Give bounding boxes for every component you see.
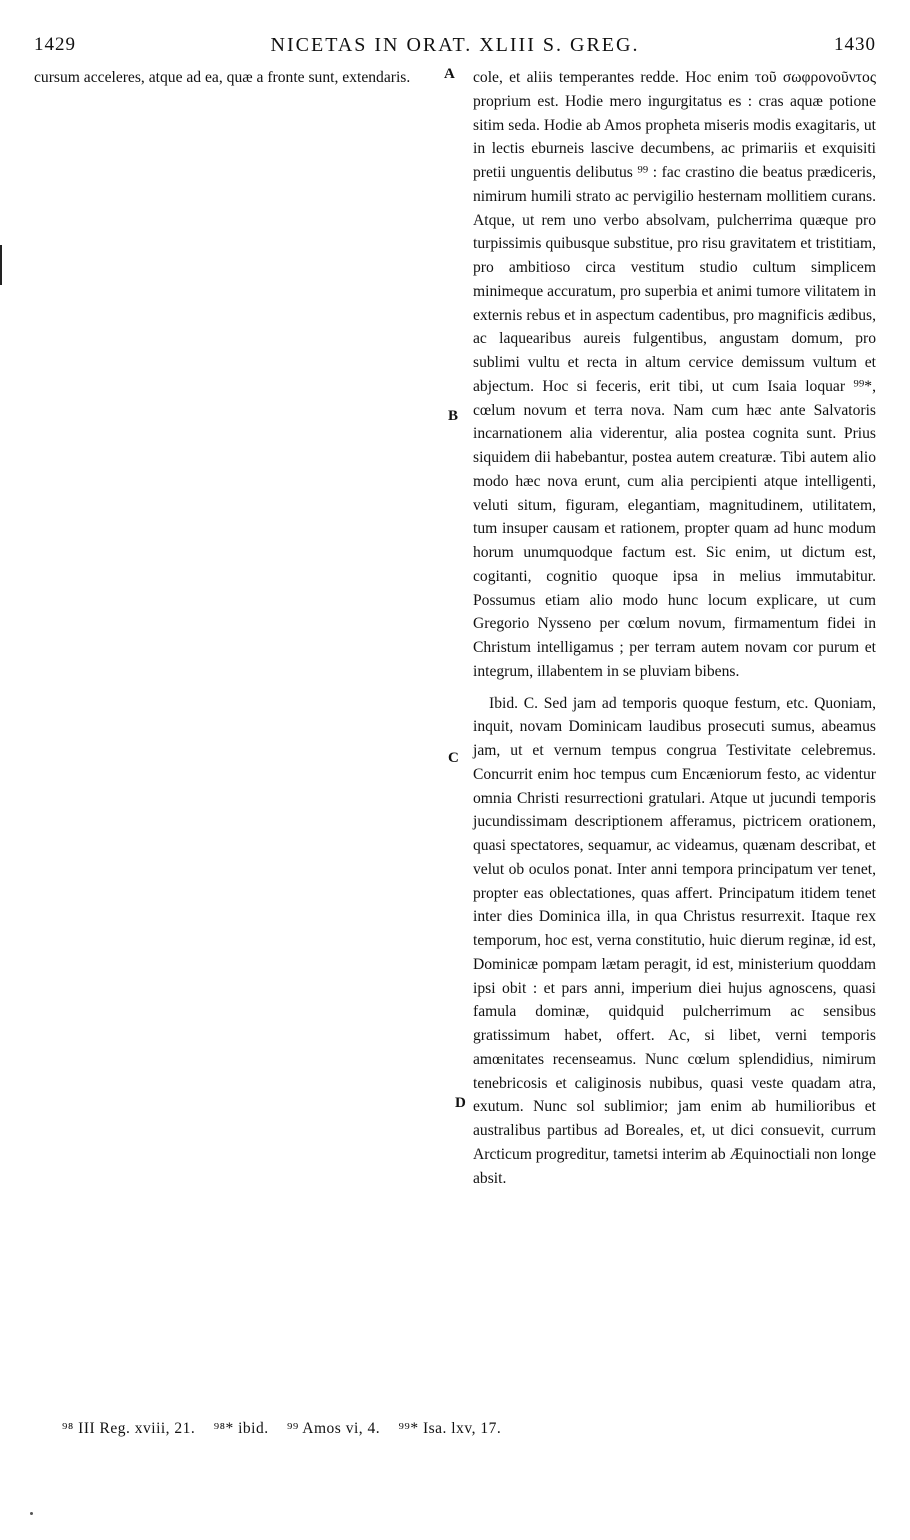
footnotes: [62, 1420, 515, 1438]
scan-speck: [30, 1512, 33, 1515]
running-header: [34, 34, 876, 64]
running-title: NICETAS IN ORAT. XLIII S. GREG.: [270, 34, 640, 56]
left-paragraph-1: cursum acceleres, atque ad ea, quæ a fronte sunt, extendaris.: [34, 69, 411, 86]
footnote-99-star: ⁹⁹* Isa. lxv, 17.: [398, 1420, 502, 1437]
margin-marker-d: D: [455, 1095, 466, 1111]
page-number-right: 1430: [834, 34, 876, 55]
scan-edge-mark: [0, 245, 2, 285]
right-paragraph-1: cole, et aliis temperantes redde. Hoc enim τοῦ σωφρονοῦντος proprium est. Hodie mero ingurgitatus es : cras aquæ potione sitim seda. Hodie ab Amos propheta miseris modis exagitaris, ut in lectis eburneis lascive decumbens, ac primariis et exquisiti pretii unguentis delibutus ⁹⁹ : fac crastino die beatus prædiceris, nimirum humili strato ac pervigilio hesternam mollitiem curans. Atque, ut rem uno verbo absolvam, pulcherrima quæque pro turpissimis quibusque substitue, pro risu gravitatem et tristitiam, pro ambitioso circa vestitum studio cultum simplicem minimeque accuratum, pro superbia et animi tumore vilitatem in externis rebus et in aspectum cadentibus, pro magnificis ædibus, ac laquearibus aureis fulgentibus, angustam domum, pro sublimi vultu et recta in altum cervice demissum vultum et abjectum. Hoc si feceris, erit tibi, ut cum Isaia loquar ⁹⁹*, cœlum novum et terra nova. Nam cum hæc ante Salvatoris incarnationem alia viderentur, alia postea cognita sunt. Prius siquidem dii habebantur, postea autem creaturæ. Tibi autem alio modo hæc nova erunt, cum alia percipienti atque intelligenti, veluti situm, figuram, elegantiam, magnitudinem, utilitatem, tum insuper causam et rationem, propter quam ad hunc modum horum unumquodque factum est. Sic enim, ut dictum est, cogitanti, cognitio quoque ipsa in melius immutabitur. Possumus etiam alio modo hunc locum explicare, ut cum Gregorio Nysseno per cœlum novum, firmamentum fidei in Christum intelligamus ; per terram autem novam cor purum et integrum, illabentem in se pluviam bibens.: [473, 69, 876, 680]
right-column: [473, 66, 876, 1190]
margin-marker-a: A: [444, 66, 455, 82]
margin-marker-b: B: [448, 408, 459, 424]
left-column: [34, 66, 448, 90]
page-number-left: 1429: [34, 34, 76, 55]
right-paragraph-2: Ibid. C. Sed jam ad temporis quoque festum, etc. Quoniam, inquit, novam Dominicam laudibus prosecuti sumus, abeamus jam, ut et vernum tempus congrua Testivitate celebremus. Concurrit enim hoc tempus cum Encæniorum festo, ac videntur omnia Christi resurrectioni gratulari. Atque ut jucundi temporis jucundissimam descriptionem afferamus, pictricem orationem, quasi spectatores, sequamur, ac videamus, quænam describat, et velut ob oculos ponat. Inter anni tempora principatum ver tenet, propter eas oblectationes, quas affert. Principatum itidem tenet inter dies Dominica illa, in qua Christus resurrexit. Itaque rex temporum, hoc est, verna constitutio, huic dierum reginæ, id est, Dominicæ pompam lætam peragit, id est, ministerium quoddam ipsi obit : et pars anni, imperium diei hujus agnoscens, quasi famula dominæ, quidquid pulcherrimum ac sensibus gratissimum habet, offert. Ac, si libet, verni temporis amœnitates recenseamus. Nunc cœlum splendidius, nimirum tenebricosis et caliginosis nubibus, quasi veste quadam atra, exutum. Nunc sol sublimior; jam enim ab humilioribus et australibus partibus ad Boreales, et, ut dici consuevit, currum Arcticum progreditur, tametsi interim ab Æquinoctiali non longe absit.: [473, 694, 876, 1187]
footnote-98: ⁹⁸ III Reg. xviii, 21.: [62, 1420, 196, 1437]
footnote-98-star: ⁹⁸* ibid.: [213, 1420, 269, 1437]
margin-marker-c: C: [448, 750, 459, 766]
footnote-99: ⁹⁹ Amos vi, 4.: [286, 1420, 381, 1437]
